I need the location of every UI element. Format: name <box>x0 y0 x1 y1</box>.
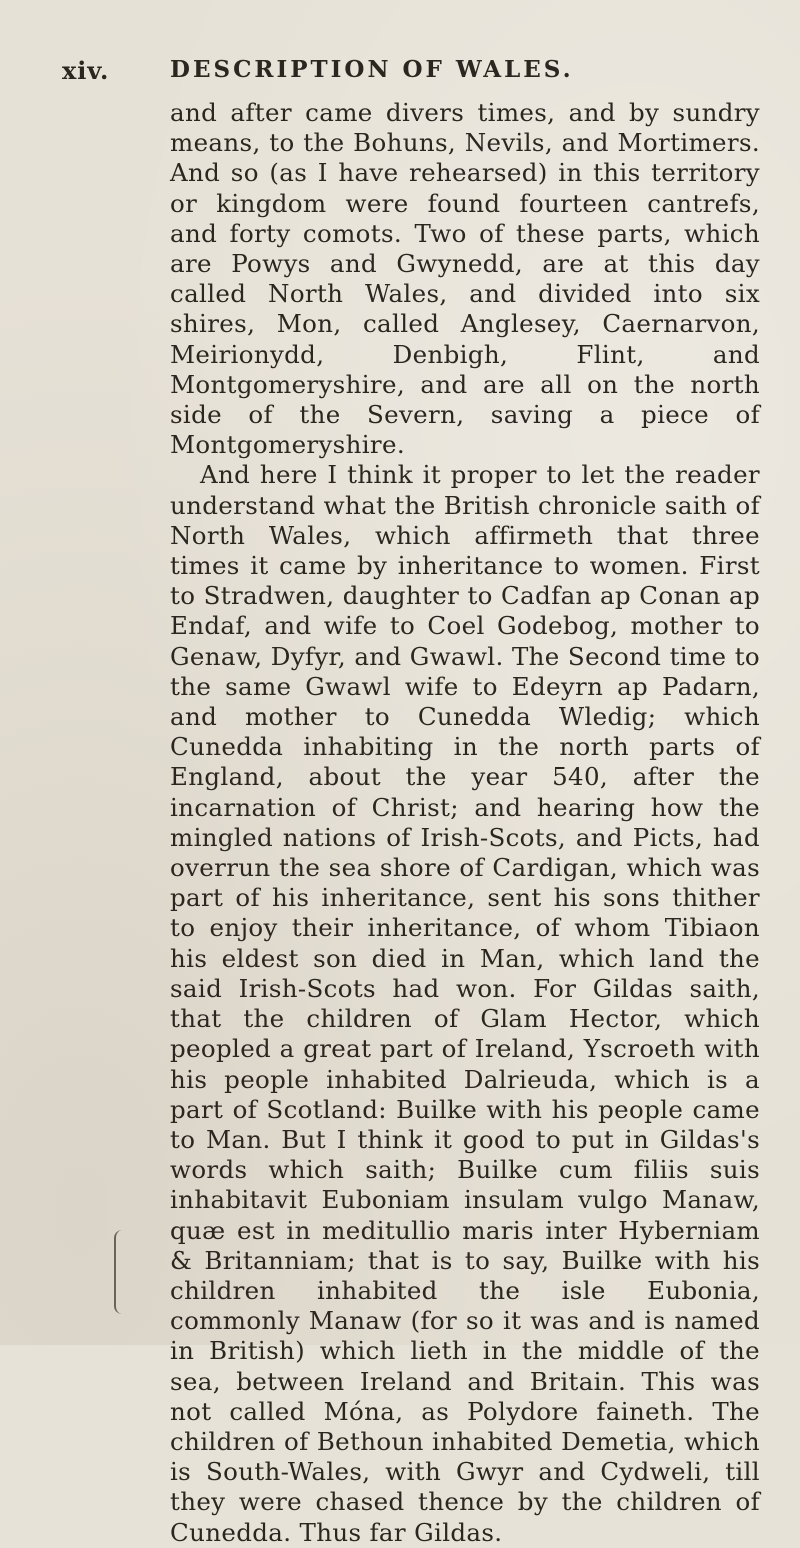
body-text <box>170 98 760 1548</box>
paragraph-2: And here I think it proper to let the reader understand what the British chronicle saith of North Wales, which affirmeth that three times it came by inheritance to women. First to Stradwen, daughter to Cadfan ap Conan ap Endaf, and wife to Coel Godebog, mother to Genaw, Dyfyr, and Gwawl. The Second time to the same Gwawl wife to Edeyrn ap Padarn, and mother to Cunedda Wledig; which Cunedda inhabiting in the north parts of England, about the year 540, after the incarnation of Christ; and hearing how the mingled nations of Irish-Scots, and Picts, had overrun the sea shore of Cardigan, which was part of his inheritance, sent his sons thither to enjoy their inheritance, of whom Tibiaon his eldest son died in Man, which land the said Irish-Scots had won. For Gildas saith, that the children of Glam Hector, which peopled a great part of Ireland, Yscroeth with his people inhabited Dalrieuda, which is a part of Scotland: Builke with his people came to Man. But I think it good to put in Gildas's words which saith; Builke cum filiis suis inhabitavit Euboniam insulam vulgo Manaw, quæ est in meditullio maris inter Hyberniam & Britanniam; that is to say, Builke with his children inhabited the isle Eubonia, commonly Manaw (for so it was and is named in British) which lieth in the middle of the sea, between Ireland and Britain. This was not called Móna, as Polydore faineth. The children of Bethoun inhabited Demetia, which is South-Wales, with Gwyr and Cydweli, till they were chased thence by the children of Cunedda. Thus far Gildas. <box>170 460 760 1547</box>
running-head: DESCRIPTION OF WALES. <box>170 56 574 83</box>
paragraph-1: and after came divers times, and by sundry means, to the Bohuns, Nevils, and Mortimers. And so (as I have rehearsed) in this territory or kingdom were found fourteen cantrefs, and forty comots. Two of these parts, which are Powys and Gwynedd, are at this day called North Wales, and divided into six shires, Mon, called Anglesey, Caernarvon, Meirionydd, Denbigh, Flint, and Montgomeryshire, and are all on the north side of the Severn, saving a piece of Montgomeryshire. <box>170 98 760 460</box>
margin-bracket-mark <box>114 1230 134 1314</box>
page-number: xiv. <box>62 56 110 85</box>
